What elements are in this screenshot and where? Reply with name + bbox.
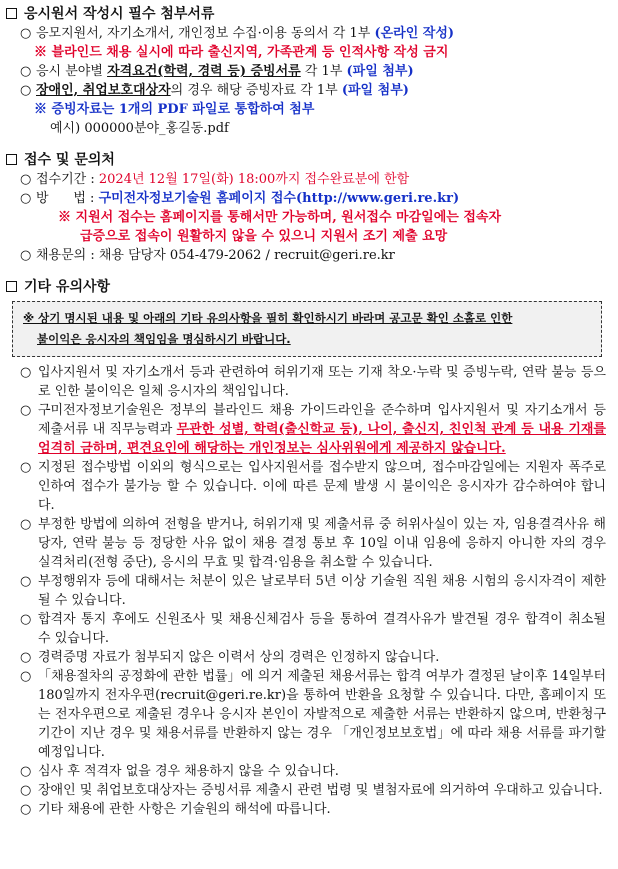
homepage-note: ※ 지원서 접수는 홈페이지를 통해서만 가능하며, 원서접수 마감일에는 접속자 <box>58 210 502 225</box>
circle-bullet-icon: ○ <box>20 83 32 98</box>
document-page <box>0 2 618 869</box>
checkbox-icon <box>6 154 17 165</box>
list-item: ○ 접수기간 : 2024년 12월 17일(화) 18:00까지 접수완료분에 한함 <box>20 172 410 187</box>
pdf-note: ※ 증빙자료는 1개의 PDF 파일로 통합하여 첨부 <box>34 102 315 117</box>
circle-bullet-icon: ○ <box>20 612 32 627</box>
section-title-notes: 기타 유의사항 <box>6 275 612 297</box>
list-item: ○ 합격자 통지 후에도 신원조사 및 채용신체검사 등을 통하여 결격사유가 발견될 경우 합격이 취소될 수 있습니다. <box>20 612 606 646</box>
circle-bullet-icon: ○ <box>20 26 32 41</box>
circle-bullet-icon: ○ <box>20 764 32 779</box>
list-item: ○ 장애인 및 취업보호대상자는 증빙서류 제출시 관련 법령 및 별첨자료에 의거하여 우대하고 있습니다. <box>20 783 603 798</box>
list-item: ○ 입사지원서 및 자기소개서 등과 관련하여 허위기재 또는 기재 착오·누락 및 증빙누락, 연락 불능 등으로 인한 불이익은 일체 응시자의 책임입니다. <box>20 365 606 399</box>
list-item: ○ 부정한 방법에 의하여 전형을 받거나, 허위기재 및 제출서류 중 허위사실이 있는 자, 임용결격사유 해당자, 연락 불능 등 정당한 사유 없이 채용 결정 통보 후 10일 이내 임용에 응하지 아니한 자의 경우 실격처리(전형 중단), 응시의 무효 및 합격·임용을 취소할 수 있습니다. <box>20 517 606 570</box>
list-item: ○ 「채용절차의 공정화에 관한 법률」에 의거 제출된 채용서류는 합격 여부가 결정된 날이후 14일부터 180일까지 전자우편(recruit@geri.re.kr)을 통하여 반환을 요청할 수 있습니다. 다만, 홈페이지 또는 전자우편으로 제출된 경우나 응시자 본인이 자발적으로 제출한 서류는 반환하지 않으며, 반환청구기간이 지난 경우 및 채용서류를 반환하지 않는 경우 「개인정보보호법」에 따라 채용 서류를 파기할 예정입니다. <box>20 669 606 760</box>
list-item: ○ 응모지원서, 자기소개서, 개인정보 수집·이용 동의서 각 1부 (온라인 작성) <box>20 26 455 41</box>
list-item: ○ 구미전자정보기술원은 정부의 블라인드 채용 가이드라인을 준수하며 입사지원서 및 자기소개서 등 제출서류 내 직무능력과 무관한 성별, 학력(출신학교 등), 나이, 출신지, 친인척 관계 등 내용 기재를 엄격히 금하며, 편견요인에 해당하는 개인정보는 심사위원에게 제공하지 않습니다. <box>20 403 606 456</box>
circle-bullet-icon: ○ <box>20 783 32 798</box>
list-item: ○ 경력증명 자료가 첨부되지 않은 이력서 상의 경력은 인정하지 않습니다. <box>20 650 440 665</box>
circle-bullet-icon: ○ <box>20 650 32 665</box>
list-item: ○ 채용문의 : 채용 담당자 054-479-2062 / recruit@geri.re.kr <box>20 248 395 263</box>
circle-bullet-icon: ○ <box>20 460 32 475</box>
circle-bullet-icon: ○ <box>20 191 32 206</box>
list-item: ○ 심사 후 적격자 없을 경우 채용하지 않을 수 있습니다. <box>20 764 339 779</box>
circle-bullet-icon: ○ <box>20 172 32 187</box>
checkbox-icon <box>6 281 17 292</box>
circle-bullet-icon: ○ <box>20 403 32 418</box>
circle-bullet-icon: ○ <box>20 64 32 79</box>
section-title-contact: 접수 및 문의처 <box>6 148 612 170</box>
list-item: ○ 장애인, 취업보호대상자의 경우 해당 증빙자료 각 1부 (파일 첨부) <box>20 83 409 98</box>
list-item: ○ 방 법 : 구미전자정보기술원 홈페이지 접수(http://www.geri.re.kr) <box>20 191 460 206</box>
circle-bullet-icon: ○ <box>20 669 32 684</box>
list-item: ○ 지정된 접수방법 이외의 형식으로는 입사지원서를 접수받지 않으며, 접수마감일에는 지원자 폭주로 인하여 접수가 불가능 할 수 있습니다. 이에 따른 문제 발생 시 불이익은 응시자가 감수하여야 합니다. <box>20 460 606 513</box>
checkbox-icon <box>6 8 17 19</box>
circle-bullet-icon: ○ <box>20 248 32 263</box>
circle-bullet-icon: ○ <box>20 574 32 589</box>
list-item: ○ 기타 채용에 관한 사항은 기술원의 해석에 따릅니다. <box>20 802 331 817</box>
notice-box: ※ 상기 명시된 내용 및 아래의 기타 유의사항을 필히 확인하시기 바라며 공고문 확인 소홀로 인한 불이익은 응시자의 책임임을 명심하시기 바랍니다. <box>12 301 602 357</box>
blind-hiring-note: ※ 블라인드 채용 실시에 따라 출신지역, 가족관계 등 인적사항 작성 금지 <box>34 45 449 60</box>
homepage-note-cont: 급증으로 접속이 원활하지 않을 수 있으니 지원서 조기 제출 요망 <box>80 229 448 244</box>
filename-example: 예시) 000000분야_홍길동.pdf <box>50 121 229 136</box>
list-item: ○ 부정행위자 등에 대해서는 처분이 있은 날로부터 5년 이상 기술원 직원 채용 시험의 응시자격이 제한될 수 있습니다. <box>20 574 606 608</box>
circle-bullet-icon: ○ <box>20 365 32 380</box>
section-title-attachments: 응시원서 작성시 필수 첨부서류 <box>6 2 612 24</box>
list-item: ○ 응시 분야별 자격요건(학력, 경력 등) 증빙서류 각 1부 (파일 첨부) <box>20 64 414 79</box>
circle-bullet-icon: ○ <box>20 517 32 532</box>
circle-bullet-icon: ○ <box>20 802 32 817</box>
